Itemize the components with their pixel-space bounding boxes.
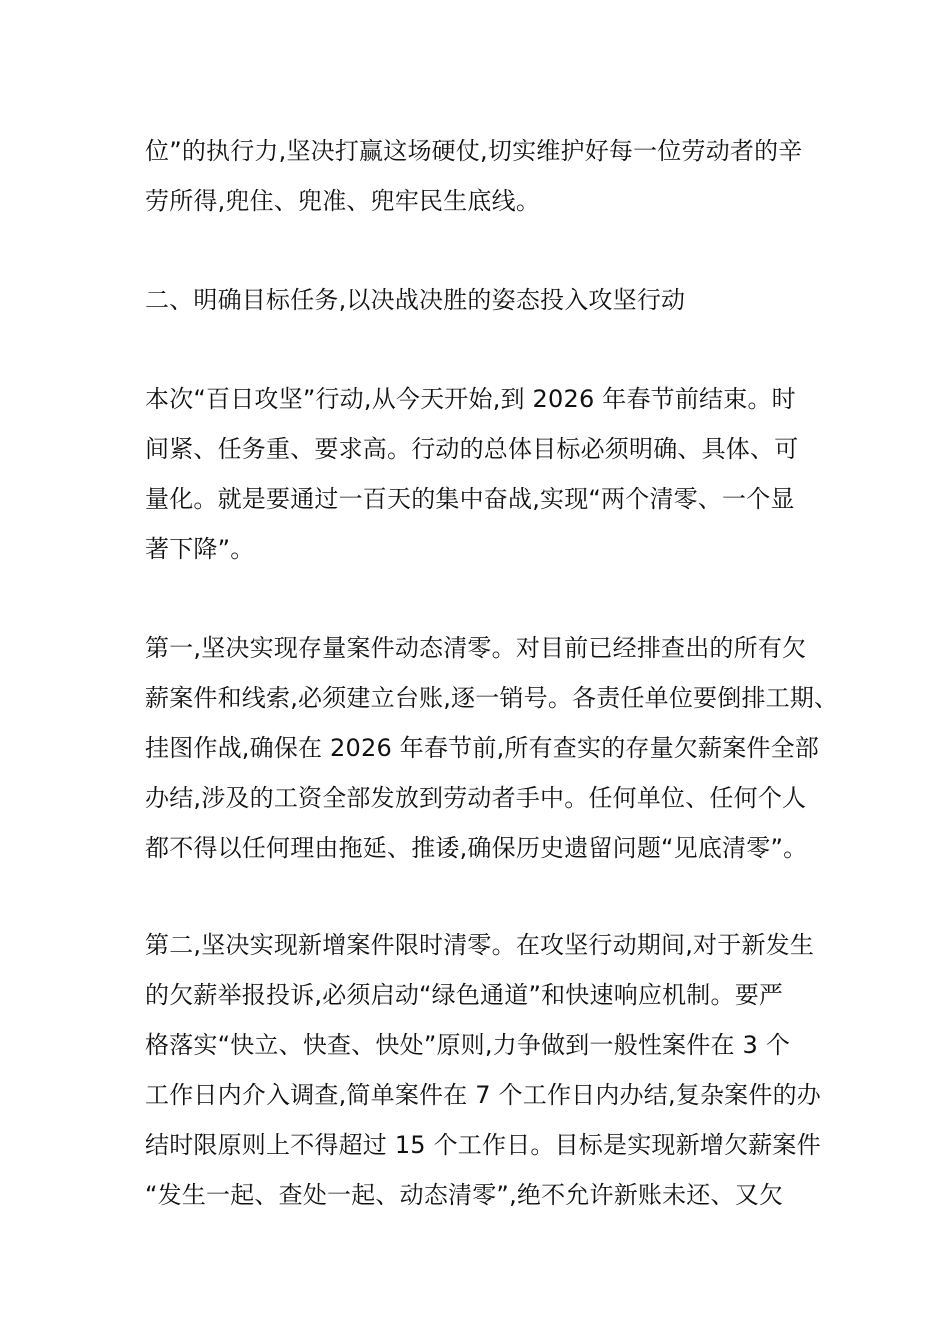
paragraph-4-line-5: 结时限原则上不得超过 15 个工作日。目标是实现新增欠薪案件 [145, 1131, 821, 1159]
paragraph-3-line-4: 办结,涉及的工资全部发放到劳动者手中。任何单位、任何个人 [145, 784, 807, 812]
paragraph-4-line-3: 格落实“快立、快查、快处”原则,力争做到一般性案件在 3 个 [145, 1031, 791, 1059]
paragraph-3-line-1: 第一,坚决实现存量案件动态清零。对目前已经排查出的所有欠 [145, 634, 807, 662]
paragraph-2-line-2: 间紧、任务重、要求高。行动的总体目标必须明确、具体、可 [145, 435, 799, 463]
paragraph-2-line-3: 量化。就是要通过一百天的集中奋战,实现“两个清零、一个显 [145, 485, 795, 513]
paragraph-4-line-1: 第二,坚决实现新增案件限时清零。在攻坚行动期间,对于新发生 [145, 931, 815, 959]
paragraph-3-line-3: 挂图作战,确保在 2026 年春节前,所有查实的存量欠薪案件全部 [145, 734, 819, 762]
paragraph-4-line-2: 的欠薪举报投诉,必须启动“绿色通道”和快速响应机制。要严 [145, 981, 784, 1009]
paragraph-4-line-4: 工作日内介入调查,简单案件在 7 个工作日内办结,复杂案件的办 [145, 1081, 821, 1109]
paragraph-2-line-1: 本次“百日攻坚”行动,从今天开始,到 2026 年春节前结束。时 [145, 385, 796, 413]
paragraph-1-line-1: 位”的执行力,坚决打赢这场硬仗,切实维护好每一位劳动者的辛 [145, 137, 803, 165]
paragraph-4-line-6: “发生一起、查处一起、动态清零”,绝不允许新账未还、又欠 [145, 1181, 784, 1209]
paragraph-3-line-2: 薪案件和线索,必须建立台账,逐一销号。各责任单位要倒排工期、 [145, 684, 839, 712]
paragraph-3-line-5: 都不得以任何理由拖延、推诿,确保历史遗留问题“见底清零”。 [145, 834, 808, 862]
section-heading-2: 二、明确目标任务,以决战决胜的姿态投入攻坚行动 [145, 286, 686, 314]
paragraph-1-line-2: 劳所得,兜住、兜准、兜牢民生底线。 [145, 187, 541, 215]
paragraph-2-line-4: 著下降”。 [145, 535, 255, 563]
